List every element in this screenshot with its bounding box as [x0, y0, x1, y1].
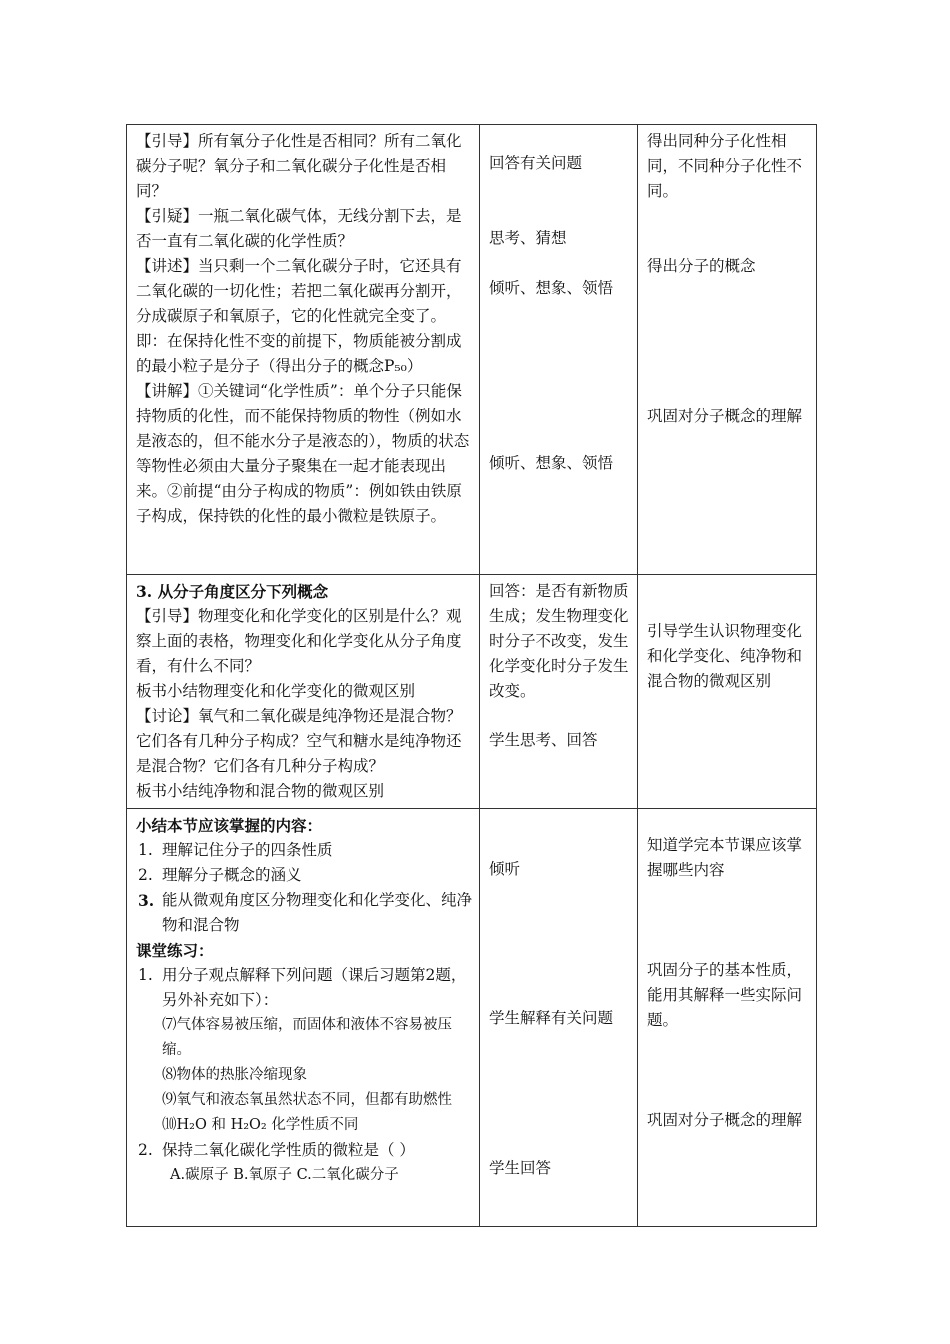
section-heading: 3. 从分子角度区分下列概念	[136, 582, 329, 601]
student-text: 思考、猜想	[489, 229, 567, 247]
student-text: 倾听	[489, 860, 521, 878]
intent-text: 巩固对分子概念的理解	[647, 1111, 803, 1129]
table-row	[127, 125, 817, 575]
practice-question: 2. 保持二氧化碳化学性质的微粒是（ ）	[138, 1141, 415, 1159]
student-text: 倾听、想象、领悟	[489, 454, 614, 472]
student-text: 学生回答	[489, 1159, 552, 1177]
summary-item: 2. 理解分子概念的涵义	[138, 866, 302, 884]
answer-options: A.碳原子 B.氧原子 C.二氧化碳分子	[170, 1167, 399, 1183]
board-summary: 板书小结物理变化和化学变化的微观区别	[136, 682, 416, 700]
practice-subquestion: ⑼氧气和液态氧虽然状态不同，但都有助燃性	[162, 1092, 452, 1108]
lesson-plan-table	[126, 124, 817, 1227]
table-row	[127, 809, 817, 1227]
student-text: 回答有关问题	[489, 154, 583, 172]
guide-paragraph: 【引导】物理变化和化学变化的区别是什么？观察上面的表格，物理变化和化学变化从分子角度看，有什么不同？	[136, 607, 462, 675]
discussion-paragraph: 【讨论】氧气和二氧化碳是纯净物还是混合物？它们各有几种分子构成？空气和糖水是纯净物还是混合物？它们各有几种分子构成？	[136, 707, 462, 775]
doubt-paragraph: 【引疑】一瓶二氧化碳气体，无线分割下去，是否一直有二氧化碳的化学性质？	[136, 207, 462, 250]
design-intent-cell	[638, 575, 817, 809]
practice-subquestion: ⑺气体容易被压缩，而固体和液体不容易被压缩。	[162, 1017, 452, 1058]
teacher-activity-cell	[127, 575, 480, 809]
explanation-paragraph: 【讲解】①关键词“化学性质”：单个分子只能保持物质的化性，而不能保持物质的物性（例如水是液态的，但不能水分子是液态的），物质的状态等物性必须由大量分子聚集在一起才能表现出来。②前提“由分子构成的物质”：例如铁由铁原子构成，保持铁的化性的最小微粒是铁原子。	[136, 382, 470, 525]
intent-text: 得出同种分子化性相同，不同种分子化性不同。	[647, 132, 803, 200]
narration-paragraph: 【讲述】当只剩一个二氧化碳分子时，它还具有二氧化碳的一切化性；若把二氧化碳再分割开，分成碳原子和氧原子，它的化性就完全变了。即：在保持化性不变的前提下，物质能被分割成的最小粒子是分子（得出分子的概念P₅₀）	[136, 257, 462, 375]
intent-text: 巩固对分子概念的理解	[647, 407, 803, 425]
design-intent-cell	[638, 125, 817, 575]
intent-text: 得出分子的概念	[647, 257, 756, 275]
board-summary: 板书小结纯净物和混合物的微观区别	[136, 782, 385, 800]
guide-paragraph: 【引导】所有氧分子化性是否相同？所有二氧化碳分子呢？氧分子和二氧化碳分子化性是否相同？	[136, 132, 462, 200]
student-activity-cell	[480, 125, 638, 575]
student-text: 倾听、想象、领悟	[489, 279, 614, 297]
teacher-activity-cell	[127, 125, 480, 575]
summary-item: 1. 理解记住分子的四条性质	[138, 841, 333, 859]
summary-heading: 小结本节应该掌握的内容：	[136, 816, 323, 835]
intent-text: 知道学完本节课应该掌握哪些内容	[647, 836, 803, 879]
practice-subquestion: ⑻物体的热胀冷缩现象	[162, 1067, 307, 1083]
student-text: 学生解释有关问题	[489, 1009, 614, 1027]
student-activity-cell	[480, 809, 638, 1227]
student-text: 回答：是否有新物质生成；发生物理变化时分子不改变，发生化学变化时分子发生改变。	[489, 582, 629, 700]
student-text: 学生思考、回答	[489, 731, 598, 749]
design-intent-cell	[638, 809, 817, 1227]
practice-heading: 课堂练习：	[136, 941, 214, 960]
student-activity-cell	[480, 575, 638, 809]
teacher-activity-cell	[127, 809, 480, 1227]
practice-subquestion: ⑽H₂O 和 H₂O₂ 化学性质不同	[162, 1117, 359, 1133]
table-row	[127, 575, 817, 809]
intent-text: 巩固分子的基本性质，能用其解释一些实际问题。	[647, 961, 803, 1029]
practice-question: 1. 用分子观点解释下列问题（课后习题第2题，另外补充如下）：	[138, 966, 467, 1009]
intent-text: 引导学生认识物理变化和化学变化、纯净物和混合物的微观区别	[647, 622, 803, 690]
summary-item: 3. 能从微观角度区分物理变化和化学变化、纯净物和混合物	[138, 891, 473, 934]
